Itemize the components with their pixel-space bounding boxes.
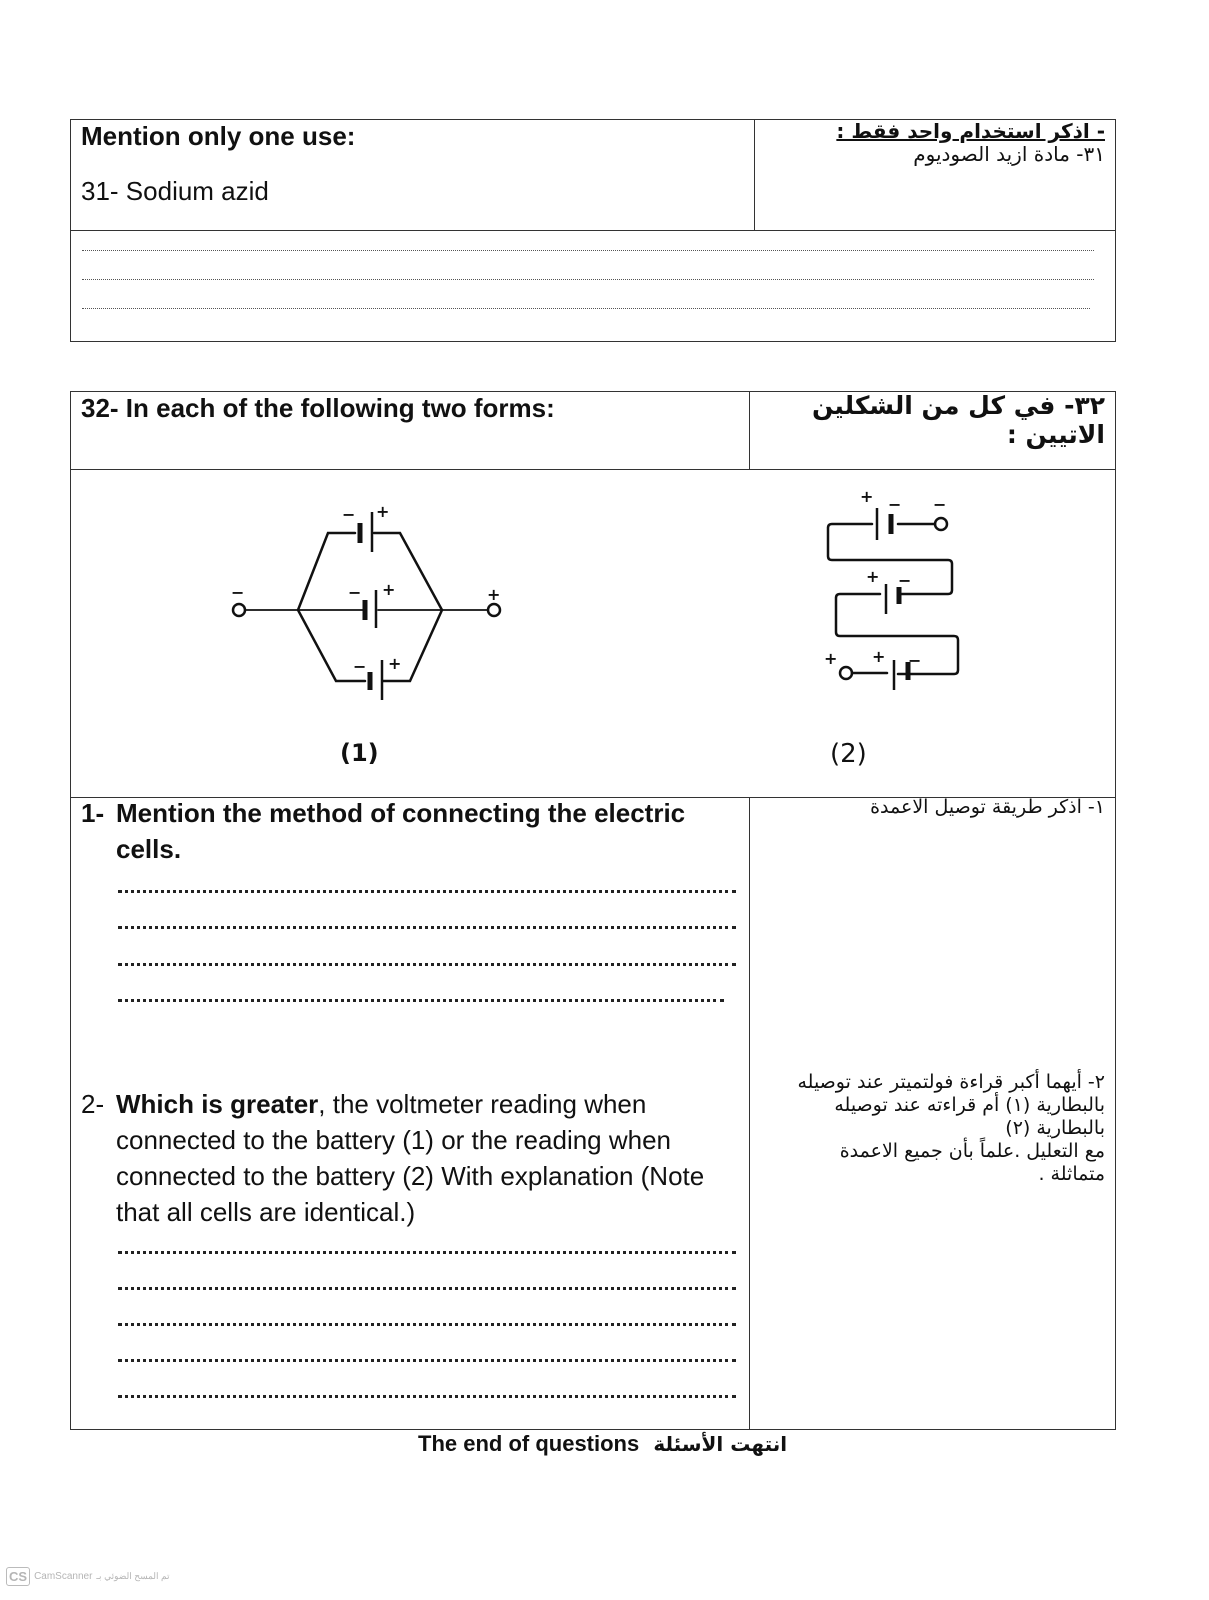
sub1-answer-line-4[interactable] — [118, 999, 724, 1002]
sub2-answer-line-5[interactable] — [118, 1395, 736, 1398]
sub2-text-line1 — [116, 1089, 646, 1120]
q32-header-divider — [749, 391, 750, 470]
camscanner-text: CamScanner — [34, 1571, 93, 1582]
svg-text:+: + — [860, 487, 874, 506]
sub2-answer-line-1[interactable] — [118, 1251, 736, 1254]
sub2-answer-line-4[interactable] — [118, 1359, 736, 1362]
figure-2-label: (2) — [830, 739, 867, 769]
figure-1-label: (1) — [340, 739, 379, 767]
svg-text:+: + — [866, 567, 880, 586]
q31-heading-en: Mention only one use: — [81, 121, 356, 151]
end-text-en: The end of questions — [418, 1431, 640, 1456]
q31-answer-line-2[interactable] — [82, 279, 1094, 280]
svg-text:−: − — [898, 571, 912, 590]
svg-text:+: + — [388, 654, 402, 673]
sub2-number: 2- — [81, 1089, 105, 1119]
svg-text:+: + — [382, 580, 396, 599]
sub2-ar-line-2: بالبطارية (١) أم قراءته عند توصيله — [834, 1094, 1105, 1116]
sub1-text-ar: ١- اذكر طريقة توصيل الاعمدة — [870, 796, 1105, 818]
q31-answer-line-1[interactable] — [82, 250, 1094, 251]
sub1-answer-line-1[interactable] — [118, 890, 736, 893]
q32-heading-ar: ٣٢- في كل من الشكلين الاتيين : — [811, 391, 1105, 449]
sub1-text-line1: Mention the method of connecting the electric — [116, 798, 686, 828]
sub1-answer-line-3[interactable] — [118, 963, 736, 966]
q31-row-divider — [70, 230, 1116, 231]
svg-text:−: − — [342, 505, 356, 524]
q31-item-ar: ٣١- مادة ازيد الصوديوم — [913, 142, 1105, 166]
sub1-number: 1- — [81, 798, 105, 828]
end-of-questions — [418, 1431, 787, 1457]
q32-body-divider — [749, 797, 750, 1430]
camscanner-watermark — [6, 1567, 170, 1586]
sub2-ar-line-4: مع التعليل .علماً بأن جميع الاعمدة — [839, 1140, 1105, 1162]
q31-item-en: 31- Sodium azid — [81, 176, 269, 206]
sub2-bold-part: Which is greater — [116, 1089, 319, 1119]
figure-2-series-circuit — [790, 480, 960, 700]
sub2-answer-line-2[interactable] — [118, 1287, 736, 1290]
svg-text:−: − — [908, 651, 922, 670]
sub1-text-line2: cells. — [116, 834, 182, 864]
sub2-text-line3: connected to the battery (2) With explanation (Note — [116, 1161, 705, 1191]
svg-text:+: + — [487, 585, 501, 604]
camscanner-logo-icon: CS — [6, 1567, 30, 1586]
sub2-line1-rest: , the voltmeter reading when — [318, 1089, 647, 1119]
q31-answer-line-3[interactable] — [82, 308, 1090, 309]
svg-text:+: + — [824, 649, 838, 668]
q32-heading-en: 32- In each of the following two forms: — [81, 393, 555, 423]
sub1-answer-line-2[interactable] — [118, 926, 736, 929]
svg-text:+: + — [376, 502, 390, 521]
q32-header-bottom — [70, 469, 1116, 470]
sub2-answer-line-3[interactable] — [118, 1323, 736, 1326]
svg-text:−: − — [348, 583, 362, 602]
svg-text:+: + — [872, 647, 886, 666]
svg-text:−: − — [231, 583, 245, 602]
camscanner-text-ar: تم المسح الضوئي بـ — [96, 1571, 170, 1581]
sub2-text-line2: connected to the battery (1) or the reading when — [116, 1125, 672, 1155]
sub2-text-ar — [755, 1071, 1105, 1186]
svg-text:−: − — [353, 657, 367, 676]
q31-heading-ar: - اذكر استخدام واحد فقط : — [836, 119, 1105, 143]
sub2-ar-line-1: ٢- أيهما أكبر قراءة فولتميتر عند توصيله — [797, 1071, 1105, 1093]
svg-text:−: − — [933, 495, 947, 514]
svg-text:−: − — [888, 495, 902, 514]
sub2-ar-line-5: متماثلة . — [1038, 1163, 1105, 1185]
q31-column-divider — [754, 119, 755, 231]
sub2-ar-line-3: بالبطارية (٢) — [1005, 1117, 1105, 1139]
end-text-ar: انتهت الأسئلة — [653, 1432, 788, 1456]
figure-1-parallel-circuit — [210, 480, 510, 700]
sub2-text-line4: that all cells are identical.) — [116, 1197, 416, 1227]
